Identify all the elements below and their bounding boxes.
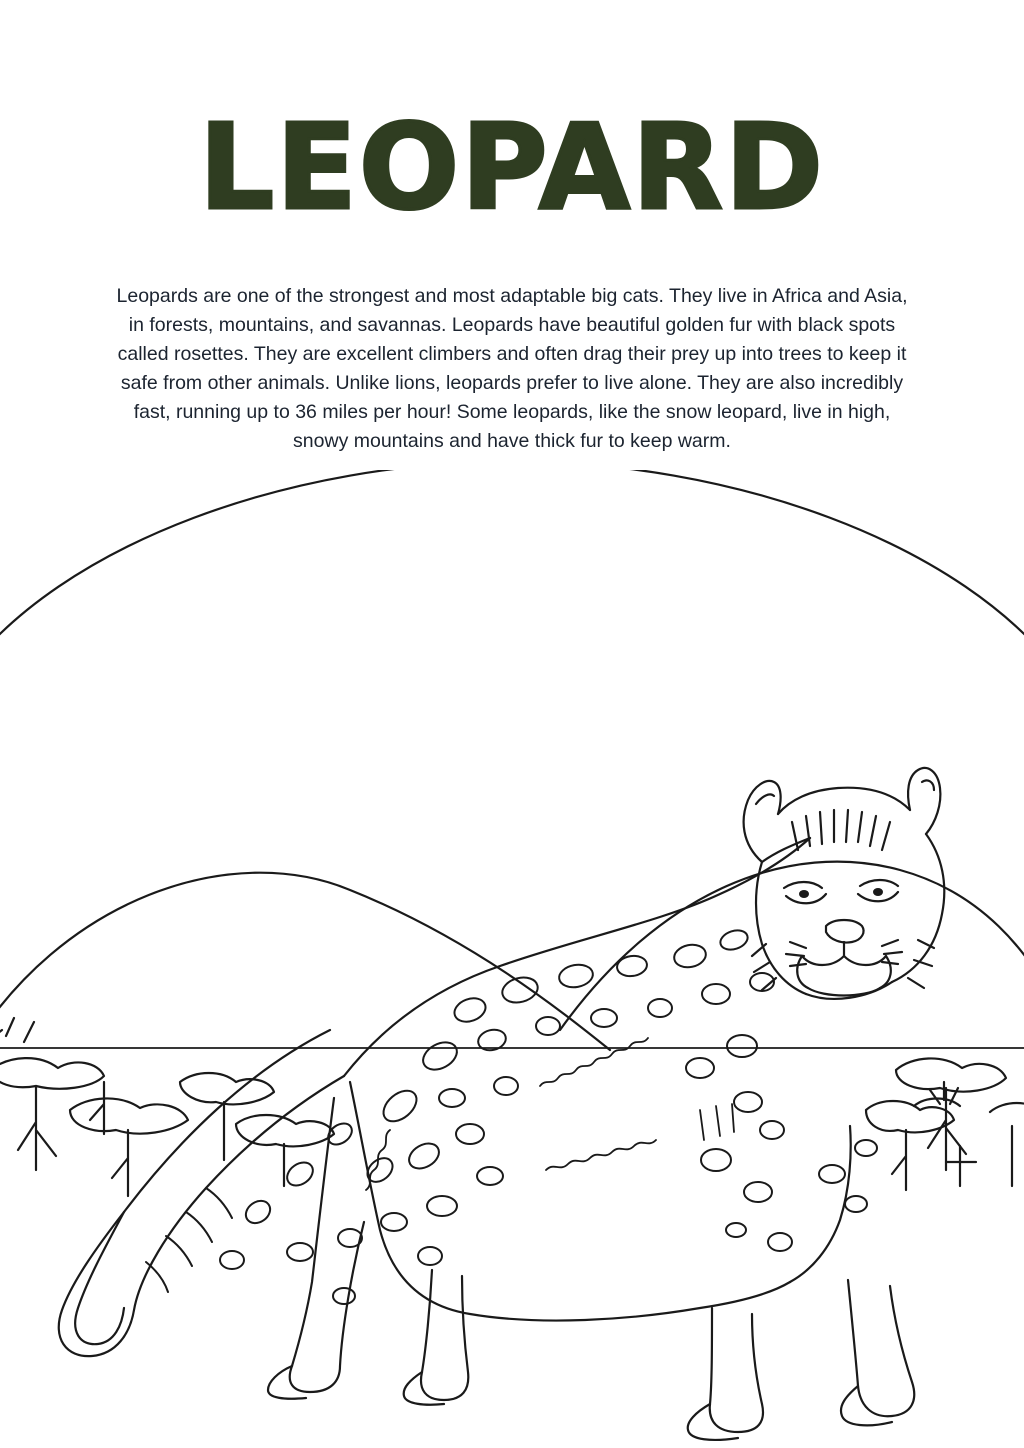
background-hill-right (560, 862, 1024, 1030)
background-hill-left (0, 873, 610, 1050)
leopard-illustration (0, 470, 1024, 1448)
background-hill-large (0, 470, 1024, 680)
leopard-body-outline (59, 768, 945, 1440)
animal-description: Leopards are one of the strongest and most adaptable big cats. They live in Africa and Asia, in forests, mountains, and savannas. Leopards have beautiful golden fur with black spots called rosettes. They are excellent climbers and often drag their prey up into trees to keep it safe from other animals. Unlike lions, leopards prefer to live alone. They are also incredibly fast, running up to 36 miles per hour! Some leopards, like the snow leopard, live in high, snowy mountains and have thick fur to keep warm. (116, 285, 908, 452)
leopard-fur-detail (366, 1038, 734, 1190)
savanna-trees-right (866, 1058, 1024, 1190)
savanna-trees-left (0, 1018, 334, 1196)
page-title: LEOPARD (199, 98, 825, 236)
